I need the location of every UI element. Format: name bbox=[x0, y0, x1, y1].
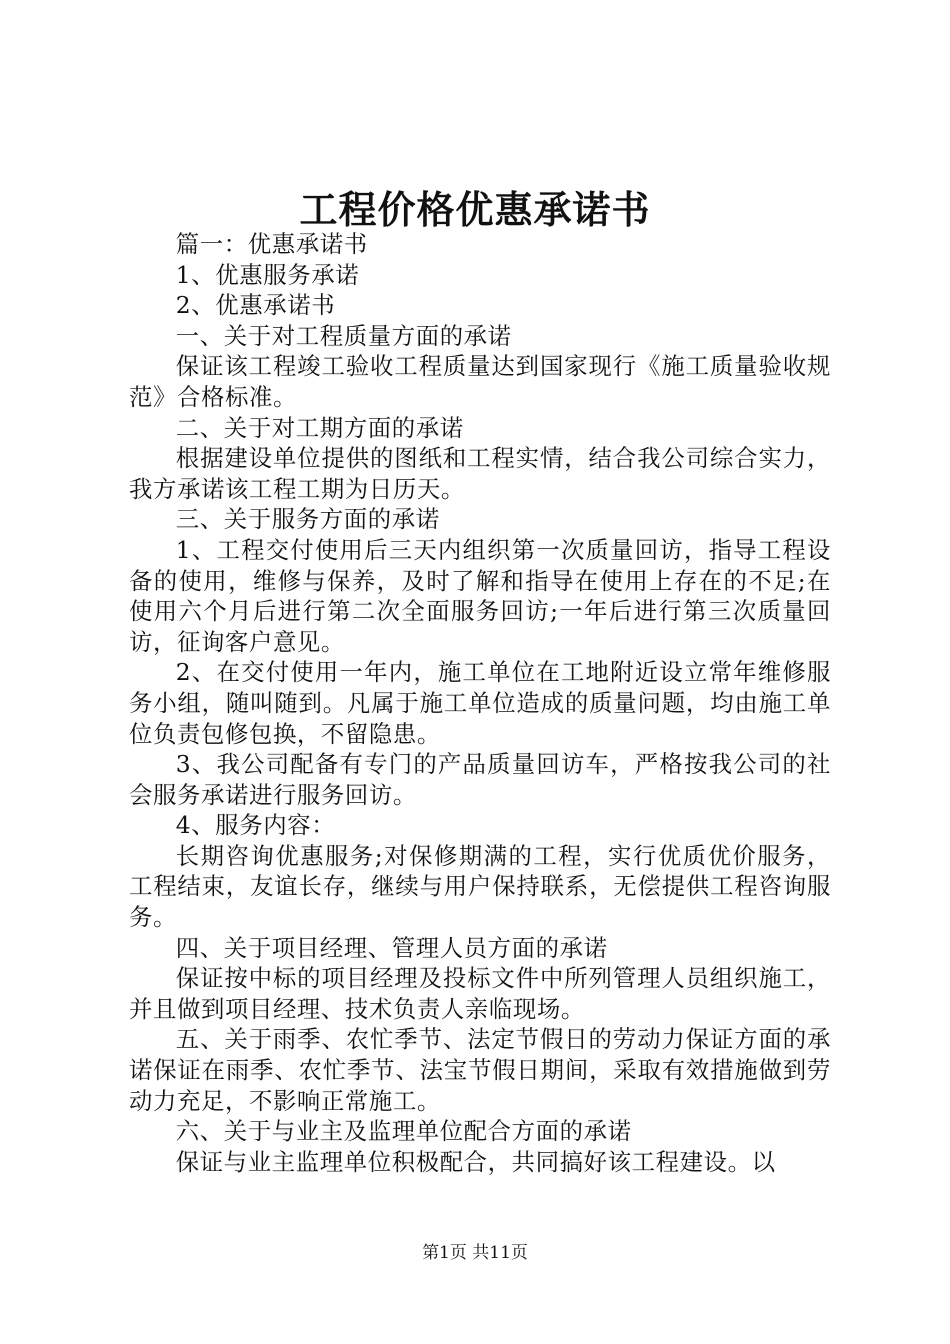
paragraph: 2、优惠承诺书 bbox=[175, 291, 336, 320]
paragraph: 五、关于雨季、农忙季节、法定节假日的劳动力保证方面的承诺保证在雨季、农忙季节、法宝节假日期间，采取有效措施做到劳动力充足，不影响正常施工。 bbox=[129, 1025, 831, 1115]
paragraph: 保证与业主监理单位积极配合，共同搞好该工程建设。以 bbox=[175, 1147, 776, 1176]
paragraph: 六、关于与业主及监理单位配合方面的承诺 bbox=[175, 1117, 632, 1146]
document-title: 工程价格优惠承诺书 bbox=[299, 187, 651, 232]
paragraph: 四、关于项目经理、管理人员方面的承诺 bbox=[175, 933, 608, 962]
document-body bbox=[129, 229, 831, 1177]
page-footer: 第1页 共11页 bbox=[422, 1243, 528, 1263]
paragraph: 二、关于对工期方面的承诺 bbox=[175, 413, 464, 442]
paragraph: 2、在交付使用一年内，施工单位在工地附近设立常年维修服务小组，随叫随到。凡属于施工单位造成的质量问题，均由施工单位负责包修包换，不留隐患。 bbox=[129, 658, 831, 748]
paragraph: 长期咨询优惠服务;对保修期满的工程，实行优质优价服务，工程结束，友谊长存，继续与用户保持联系，无偿提供工程咨询服务。 bbox=[129, 841, 831, 932]
paragraph: 三、关于服务方面的承诺 bbox=[175, 505, 440, 534]
paragraph: 保证该工程竣工验收工程质量达到国家现行《施工质量验收规范》合格标准。 bbox=[129, 352, 831, 411]
paragraph: 3、我公司配备有专门的产品质量回访车，严格按我公司的社会服务承诺进行服务回访。 bbox=[129, 750, 831, 809]
paragraph: 4、服务内容： bbox=[175, 811, 336, 840]
paragraph: 保证按中标的项目经理及投标文件中所列管理人员组织施工，并且做到项目经理、技术负责人亲临现场。 bbox=[129, 964, 831, 1023]
paragraph: 1、工程交付使用后三天内组织第一次质量回访，指导工程设备的使用，维修与保养，及时了解和指导在使用上存在的不足;在使用六个月后进行第二次全面服务回访;一年后进行第三次质量回访，征询客户意见。 bbox=[129, 535, 831, 656]
paragraph: 根据建设单位提供的图纸和工程实情，结合我公司综合实力，我方承诺该工程工期为日历天。 bbox=[129, 444, 831, 503]
paragraph: 篇一：优惠承诺书 bbox=[175, 230, 368, 258]
paragraph: 一、关于对工程质量方面的承诺 bbox=[175, 321, 512, 350]
paragraph: 1、优惠服务承诺 bbox=[175, 260, 360, 289]
